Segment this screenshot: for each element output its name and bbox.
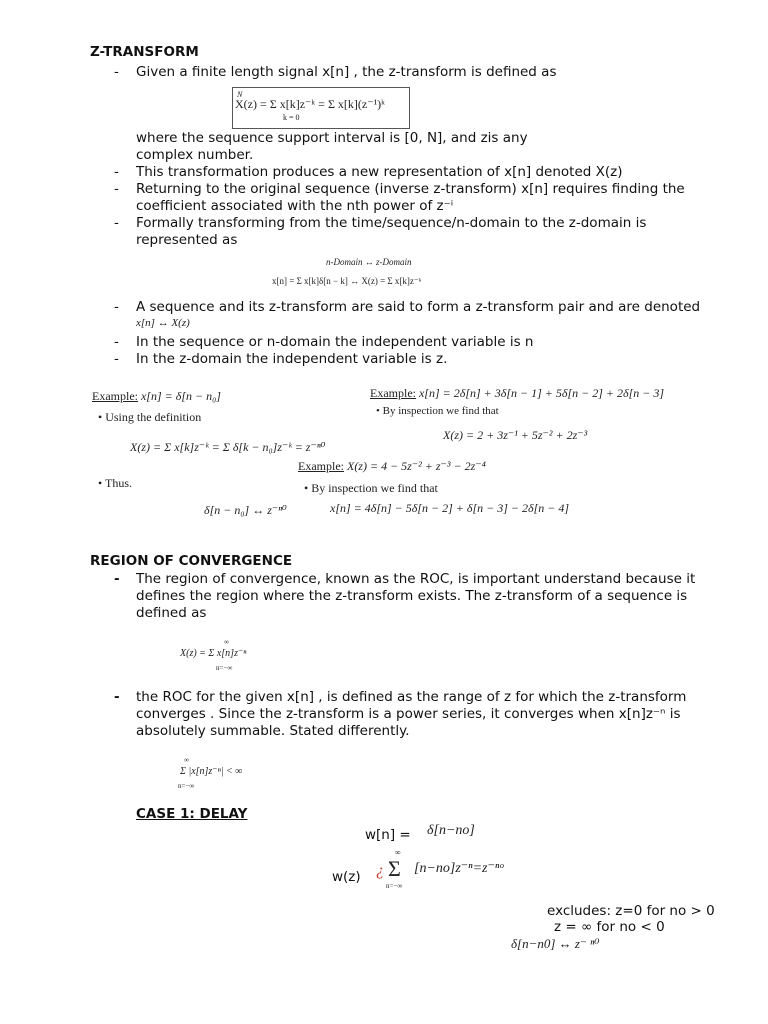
bullet: •	[98, 410, 103, 424]
roc-sequence-formula	[178, 638, 298, 674]
roc-bullet-1-line-2: defines the region where the z-transform exists. The z-transform of a sequence is	[136, 588, 688, 604]
summation-sigma-icon: Σ	[388, 856, 401, 881]
page-title: Z-TRANSFORM	[90, 44, 199, 60]
example-1	[92, 389, 221, 404]
case-1-title: CASE 1: DELAY	[136, 806, 248, 822]
domain-label: n-Domain ↔ z-Domain	[326, 257, 412, 267]
intro-bullet-3: Returning to the original sequence (inverse z-transform) x[n] requires finding the	[136, 181, 685, 197]
case-1-wn-value: δ[n−no]	[427, 823, 475, 838]
bullet-dash: -	[114, 689, 120, 705]
case-1-wz-label: w(z)	[332, 869, 361, 885]
bullet-dash: -	[114, 64, 119, 80]
absolute-summability-formula	[178, 756, 298, 792]
example-3-heading: Example:	[298, 459, 344, 473]
example-1-heading: Example:	[92, 389, 138, 403]
roc-bullet-2-line-3: absolutely summable. Stated differently.	[136, 723, 410, 739]
intro-bullet-1: Given a finite length signal x[n] , the z-transform is defined as	[136, 64, 557, 80]
example-2-result: X(z) = 2 + 3z⁻¹ + 5z⁻² + 2z⁻³	[443, 428, 588, 442]
formula-text: X(z) = Σ x[k]z⁻ᵏ = Σ x[k](z⁻¹)ᵏ	[235, 97, 385, 111]
formula-lower-limit: k = 0	[283, 113, 300, 122]
bullet-dash: -	[114, 351, 119, 367]
example-1-formula: X(z) = Σ x[k]z⁻ᵏ = Σ δ[k − n₀]z⁻ᵏ = z⁻ⁿ⁰	[130, 440, 326, 454]
bullet: •	[304, 481, 309, 495]
summability-formula-text: Σ |x[n]z⁻ⁿ| < ∞	[180, 766, 243, 777]
example-3-result: x[n] = 4δ[n] − 5δ[n − 2] + δ[n − 3] − 2δ[n − 4]	[330, 501, 570, 515]
intro-bullet-4: Formally transforming from the time/sequence/n-domain to the z-domain is	[136, 215, 647, 231]
example-1-step-1-text: Using the definition	[105, 410, 202, 424]
intro-bullet-4-line-2: represented as	[136, 232, 238, 248]
roc-bullet-1: The region of convergence, known as the ROC, is important understand because it	[136, 571, 696, 587]
case-1-summation	[386, 848, 416, 890]
example-1-step-1	[98, 410, 201, 425]
roc-bullet-1-line-3: defined as	[136, 605, 207, 621]
z-transform-pair-notation: x[n] ↔ X(z)	[136, 317, 190, 329]
domain-formula: x[n] = Σ x[k]δ[n − k] ↔ X(z) = Σ x[k]z⁻ᵏ	[272, 276, 422, 286]
example-2-heading: Example:	[370, 386, 416, 400]
example-1-equation: x[n] = δ[n − n₀]	[140, 389, 221, 403]
bullet-dash: -	[114, 215, 119, 231]
example-1-step-2-text: Thus.	[105, 476, 132, 490]
summation-upper-limit: ∞	[395, 848, 401, 857]
bullet-dash: -	[114, 299, 119, 315]
case-1-wz-symbol: ¿	[376, 862, 384, 879]
intro-bullet-6: In the sequence or n-domain the independent variable is n	[136, 334, 534, 350]
example-2	[370, 386, 664, 401]
summation-lower-limit: n=−∞	[386, 882, 403, 890]
roc-section-title: REGION OF CONVERGENCE	[90, 553, 293, 569]
example-2-step-1-text: By inspection we find that	[382, 405, 499, 417]
roc-formula-upper-limit: ∞	[224, 638, 229, 646]
case-1-transform-pair: δ[n−n0] ↔ z⁻ ⁿ⁰	[511, 936, 600, 951]
summability-upper-limit: ∞	[184, 756, 189, 764]
intro-bullet-1-continuation-2: complex number.	[136, 147, 254, 163]
summability-lower-limit: n=−∞	[178, 782, 195, 790]
intro-bullet-5: A sequence and its z-transform are said to form a z-transform pair and are denoted	[136, 299, 701, 315]
bullet-dash: -	[114, 571, 120, 587]
example-2-step-1	[376, 405, 499, 417]
roc-bullet-2: the ROC for the given x[n] , is defined as the range of z for which the z-transform	[136, 689, 687, 705]
example-1-result: δ[n − n₀] ↔ z⁻ⁿ⁰	[204, 503, 287, 517]
bullet: •	[376, 405, 380, 417]
example-1-step-2	[98, 476, 132, 491]
intro-bullet-7: In the z-domain the independent variable is z.	[136, 351, 448, 367]
bullet: •	[98, 476, 103, 490]
example-3-step-1	[304, 481, 438, 496]
z-transform-definition-formula	[232, 87, 410, 129]
bullet-dash: -	[114, 164, 119, 180]
intro-bullet-3-line-2: coefficient associated with the nth power of z⁻ⁱ	[136, 198, 454, 214]
example-3	[298, 459, 486, 474]
case-1-wn-label: w[n] =	[365, 827, 411, 843]
bullet-dash: -	[114, 181, 119, 197]
roc-formula-lower-limit: n=−∞	[216, 664, 233, 672]
example-3-step-1-text: By inspection we find that	[311, 481, 438, 495]
example-2-equation: x[n] = 2δ[n] + 3δ[n − 1] + 5δ[n − 2] + 2δ[n − 3]	[418, 386, 665, 400]
case-1-exclusion-2: z = ∞ for no < 0	[554, 919, 665, 935]
case-1-exclusion-1: excludes: z=0 for no > 0	[547, 903, 715, 919]
intro-bullet-1-continuation: where the sequence support interval is [0, N], and zis any	[136, 130, 528, 146]
bullet-dash: -	[114, 334, 119, 350]
example-3-equation: X(z) = 4 − 5z⁻² + z⁻³ − 2z⁻⁴	[346, 459, 486, 473]
intro-bullet-2: This transformation produces a new representation of x[n] denoted X(z)	[136, 164, 623, 180]
formula-upper-limit: N	[237, 90, 243, 99]
roc-bullet-2-line-2: converges . Since the z-transform is a power series, it converges when x[n]z⁻ⁿ is	[136, 706, 681, 722]
case-1-wz-value: [n−no]z⁻ⁿ=z⁻ⁿᵒ	[414, 861, 504, 876]
roc-formula-text: X(z) = Σ x[n]z⁻ⁿ	[180, 648, 247, 659]
